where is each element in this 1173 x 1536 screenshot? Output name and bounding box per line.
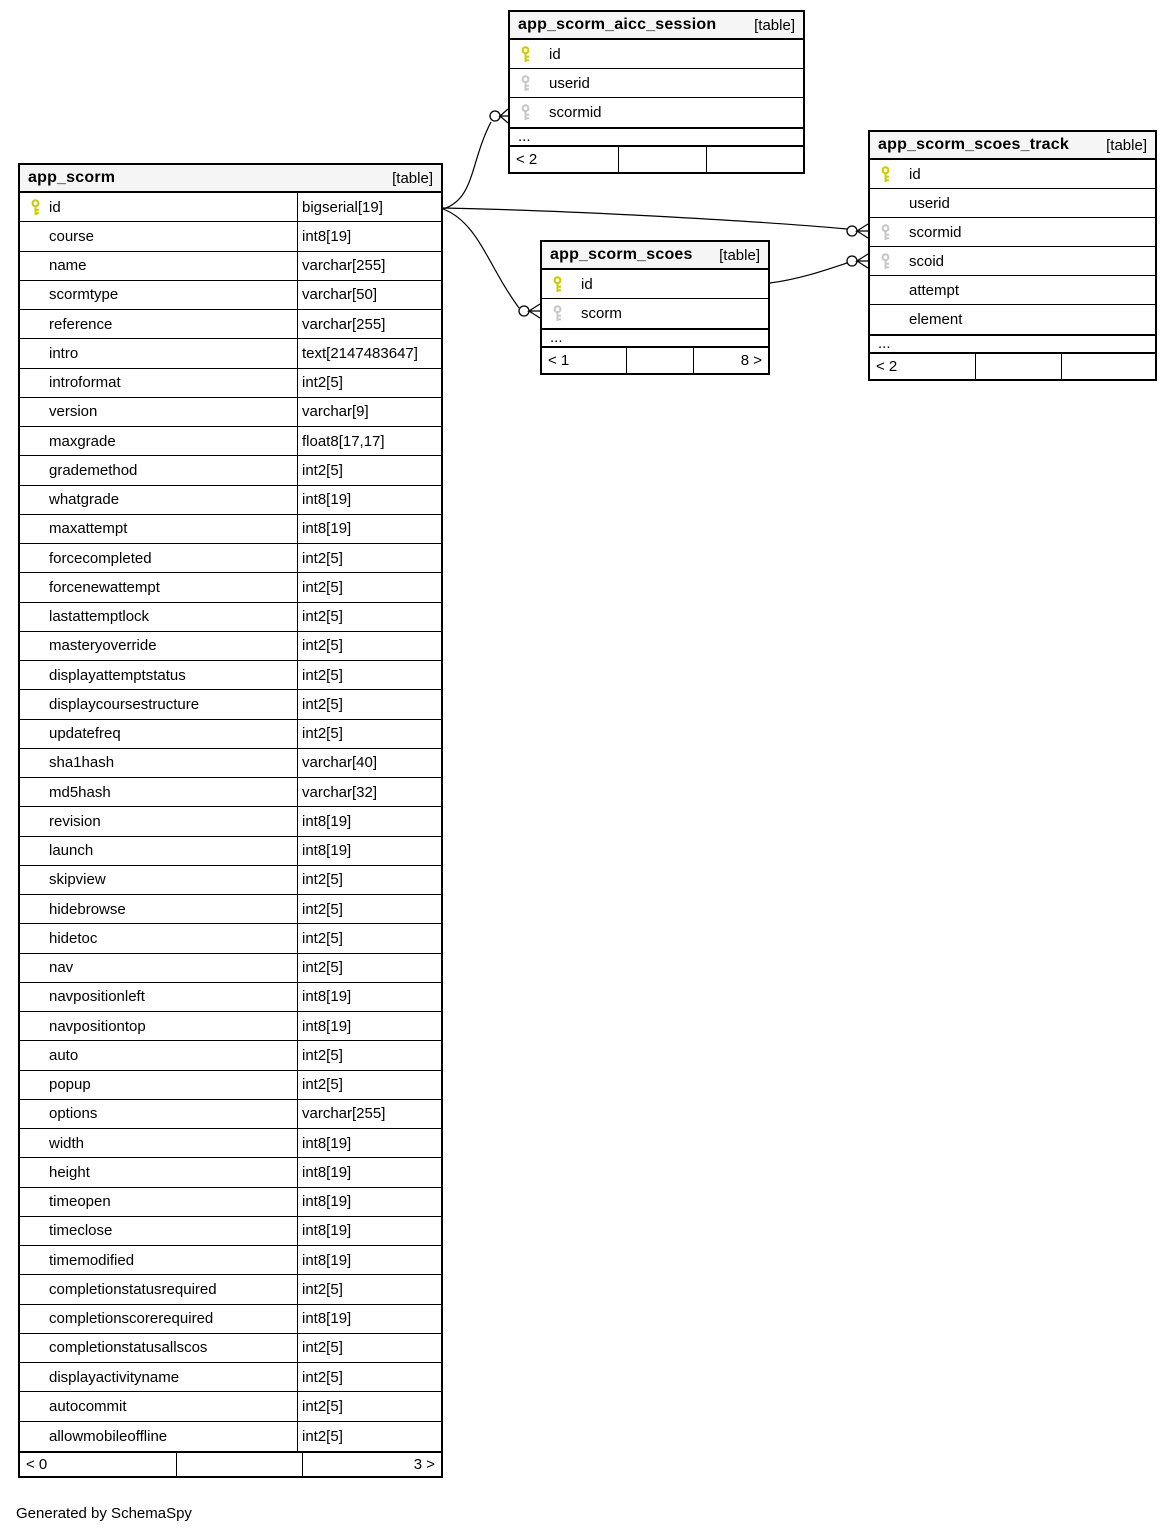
column-list bbox=[20, 193, 441, 1451]
column-type: int8[19] bbox=[297, 1012, 441, 1040]
column-name-cell bbox=[20, 837, 297, 865]
column-row bbox=[20, 1363, 441, 1392]
column-name-cell bbox=[20, 749, 297, 777]
column-row bbox=[20, 544, 441, 573]
column-list bbox=[542, 270, 768, 328]
parents-count: < 1 bbox=[548, 352, 570, 369]
column-type: varchar[9] bbox=[297, 398, 441, 426]
table-app_scorm_scoes_track bbox=[868, 130, 1157, 381]
key-icon bbox=[520, 46, 531, 63]
column-name-cell bbox=[870, 189, 1155, 217]
column-name: userid bbox=[549, 74, 590, 92]
column-name: intro bbox=[49, 344, 79, 362]
column-name: auto bbox=[49, 1046, 79, 1064]
column-row bbox=[20, 983, 441, 1012]
footer-spacer bbox=[626, 348, 694, 373]
table-footer bbox=[870, 354, 1155, 379]
column-name: element bbox=[909, 311, 963, 328]
column-name-cell bbox=[542, 299, 768, 328]
column-type: varchar[40] bbox=[297, 749, 441, 777]
column-name: navpositiontop bbox=[49, 1017, 146, 1035]
column-name-cell bbox=[20, 1217, 297, 1245]
column-name: attempt bbox=[909, 281, 960, 299]
column-row bbox=[20, 427, 441, 456]
column-name-cell bbox=[20, 456, 297, 484]
column-name-cell bbox=[20, 603, 297, 631]
column-row bbox=[20, 486, 441, 515]
relationship-line-scoes-to-scoes-track bbox=[770, 254, 868, 283]
column-type: varchar[255] bbox=[297, 252, 441, 280]
column-name-cell bbox=[20, 1246, 297, 1274]
column-type: int2[5] bbox=[297, 632, 441, 660]
column-type: int8[19] bbox=[297, 515, 441, 543]
column-type: int8[19] bbox=[297, 1305, 441, 1333]
column-name: skipview bbox=[49, 871, 106, 889]
column-row bbox=[20, 281, 441, 310]
column-name-cell bbox=[20, 1305, 297, 1333]
parents-count: < 2 bbox=[876, 358, 898, 375]
column-name: allowmobileoffline bbox=[49, 1427, 168, 1445]
column-row bbox=[20, 895, 441, 924]
column-name: id bbox=[549, 45, 561, 63]
column-name-cell bbox=[20, 807, 297, 835]
column-type: int2[5] bbox=[297, 573, 441, 601]
column-name: displaycoursestructure bbox=[49, 695, 200, 713]
column-type: int2[5] bbox=[297, 1071, 441, 1099]
column-type: varchar[255] bbox=[297, 1100, 441, 1128]
relationship-line-scorm-to-scoes bbox=[443, 209, 540, 318]
column-name-cell bbox=[20, 778, 297, 806]
column-type: int8[19] bbox=[297, 1188, 441, 1216]
column-name: introformat bbox=[49, 374, 121, 392]
column-name: maxattempt bbox=[49, 520, 128, 538]
children-count: 8 > bbox=[693, 348, 768, 373]
children-count bbox=[1061, 354, 1155, 379]
column-row bbox=[870, 276, 1155, 305]
column-row bbox=[20, 778, 441, 807]
column-name-cell bbox=[20, 544, 297, 572]
column-name: scormid bbox=[549, 104, 602, 121]
column-type: int2[5] bbox=[297, 895, 441, 923]
column-row bbox=[20, 866, 441, 895]
column-name: version bbox=[49, 403, 98, 421]
parents-count: < 2 bbox=[516, 151, 538, 168]
key-icon bbox=[880, 224, 891, 241]
column-row bbox=[542, 299, 768, 328]
relationship-line-scorm-to-scoes-track bbox=[443, 208, 868, 238]
column-name-cell bbox=[20, 339, 297, 367]
column-name-cell bbox=[510, 98, 803, 127]
table-header bbox=[870, 132, 1155, 160]
column-type: int2[5] bbox=[297, 924, 441, 952]
footer-spacer bbox=[618, 147, 706, 172]
column-row bbox=[20, 310, 441, 339]
column-type: int2[5] bbox=[297, 1334, 441, 1362]
column-row bbox=[20, 954, 441, 983]
column-name-cell bbox=[20, 222, 297, 250]
column-row bbox=[20, 632, 441, 661]
column-type: int8[19] bbox=[297, 1217, 441, 1245]
more-columns-indicator: ... bbox=[510, 127, 803, 147]
column-name-cell bbox=[20, 486, 297, 514]
column-name-cell bbox=[20, 954, 297, 982]
column-name-cell bbox=[20, 1422, 297, 1451]
column-row bbox=[20, 1012, 441, 1041]
column-name: completionscorerequired bbox=[49, 1310, 214, 1328]
children-count: 3 > bbox=[302, 1453, 441, 1476]
column-row bbox=[20, 1129, 441, 1158]
table-header bbox=[542, 242, 768, 270]
column-row bbox=[20, 573, 441, 602]
column-name: course bbox=[49, 227, 95, 245]
column-row bbox=[20, 515, 441, 544]
column-name: scormid bbox=[909, 223, 962, 241]
column-type: int2[5] bbox=[297, 369, 441, 397]
column-row bbox=[20, 1100, 441, 1129]
footer-spacer bbox=[176, 1453, 302, 1476]
column-name: launch bbox=[49, 842, 94, 860]
table-header bbox=[20, 165, 441, 193]
column-row bbox=[20, 1422, 441, 1451]
column-row bbox=[870, 160, 1155, 189]
column-name: forcenewattempt bbox=[49, 578, 160, 596]
table-name[interactable]: app_scorm_aicc_session bbox=[518, 16, 717, 33]
key-icon bbox=[552, 276, 563, 293]
column-type: int2[5] bbox=[297, 456, 441, 484]
column-name-cell bbox=[20, 924, 297, 952]
table-name[interactable]: app_scorm_scoes_track bbox=[878, 136, 1069, 153]
column-name-cell bbox=[510, 69, 803, 97]
column-name: completionstatusrequired bbox=[49, 1280, 217, 1298]
column-type: int2[5] bbox=[297, 661, 441, 689]
column-name: options bbox=[49, 1105, 98, 1123]
column-name-cell bbox=[20, 632, 297, 660]
column-row bbox=[510, 40, 803, 69]
more-columns-indicator: ... bbox=[542, 328, 768, 348]
column-type: int8[19] bbox=[297, 486, 441, 514]
column-name-cell bbox=[870, 160, 1155, 188]
column-name: height bbox=[49, 1163, 90, 1181]
column-type: int2[5] bbox=[297, 1275, 441, 1303]
column-name-cell bbox=[870, 247, 1155, 275]
column-name-cell bbox=[20, 895, 297, 923]
column-row bbox=[20, 339, 441, 368]
column-name-cell bbox=[20, 1392, 297, 1420]
column-row bbox=[542, 270, 768, 299]
column-type: bigserial[19] bbox=[297, 193, 441, 221]
column-type: int2[5] bbox=[297, 1041, 441, 1069]
table-tag: [table] bbox=[392, 169, 433, 187]
column-name-cell bbox=[870, 305, 1155, 334]
table-tag: [table] bbox=[1106, 136, 1147, 154]
column-type: int2[5] bbox=[297, 720, 441, 748]
column-row bbox=[870, 305, 1155, 334]
key-icon bbox=[30, 199, 41, 216]
column-name: maxgrade bbox=[49, 432, 116, 450]
column-name: updatefreq bbox=[49, 725, 121, 743]
column-row bbox=[20, 193, 441, 222]
column-name: displayactivityname bbox=[49, 1368, 180, 1386]
column-row bbox=[20, 837, 441, 866]
column-name-cell bbox=[510, 40, 803, 68]
column-row bbox=[20, 661, 441, 690]
table-app_scorm_aicc_session bbox=[508, 10, 805, 174]
column-row bbox=[20, 1334, 441, 1363]
column-name: displayattemptstatus bbox=[49, 666, 186, 684]
column-name: navpositionleft bbox=[49, 988, 145, 1006]
table-footer bbox=[20, 1451, 441, 1476]
parents-count: < 0 bbox=[26, 1455, 48, 1473]
column-type: int8[19] bbox=[297, 1129, 441, 1157]
column-row bbox=[20, 603, 441, 632]
column-type: int8[19] bbox=[297, 983, 441, 1011]
key-icon bbox=[552, 305, 563, 322]
generated-by-caption: Generated by SchemaSpy bbox=[16, 1505, 192, 1522]
column-name-cell bbox=[20, 661, 297, 689]
column-name-cell bbox=[20, 398, 297, 426]
more-columns-indicator: ... bbox=[870, 334, 1155, 354]
key-icon bbox=[880, 166, 891, 183]
column-name: hidebrowse bbox=[49, 900, 126, 918]
column-row bbox=[20, 1158, 441, 1187]
column-name-cell bbox=[20, 252, 297, 280]
column-name-cell bbox=[20, 1334, 297, 1362]
column-name: scoid bbox=[909, 252, 945, 270]
column-row bbox=[20, 252, 441, 281]
column-name-cell bbox=[20, 573, 297, 601]
column-name-cell bbox=[20, 1363, 297, 1391]
column-name-cell bbox=[20, 427, 297, 455]
column-name-cell bbox=[870, 276, 1155, 304]
column-name-cell bbox=[20, 690, 297, 718]
column-name: name bbox=[49, 257, 87, 275]
column-name: hidetoc bbox=[49, 929, 98, 947]
table-footer bbox=[542, 348, 768, 373]
column-name: reference bbox=[49, 315, 113, 333]
column-name: autocommit bbox=[49, 1397, 127, 1415]
column-name-cell bbox=[20, 310, 297, 338]
column-type: varchar[255] bbox=[297, 310, 441, 338]
table-name[interactable]: app_scorm_scoes bbox=[550, 246, 693, 263]
column-name: timeclose bbox=[49, 1222, 113, 1240]
column-type: text[2147483647] bbox=[297, 339, 441, 367]
column-name: scormtype bbox=[49, 286, 119, 304]
column-type: int2[5] bbox=[297, 866, 441, 894]
column-type: int8[19] bbox=[297, 1246, 441, 1274]
column-type: int8[19] bbox=[297, 837, 441, 865]
column-name: whatgrade bbox=[49, 491, 120, 509]
column-name: width bbox=[49, 1134, 85, 1152]
key-icon bbox=[520, 75, 531, 92]
column-name: id bbox=[909, 165, 921, 183]
column-name: completionstatusallscos bbox=[49, 1339, 208, 1357]
column-row bbox=[20, 1071, 441, 1100]
table-header bbox=[510, 12, 803, 40]
column-name-cell bbox=[20, 1012, 297, 1040]
column-row bbox=[20, 369, 441, 398]
column-row bbox=[870, 247, 1155, 276]
column-name-cell bbox=[20, 1041, 297, 1069]
column-row bbox=[20, 1246, 441, 1275]
column-row bbox=[870, 189, 1155, 218]
column-name: lastattemptlock bbox=[49, 608, 150, 626]
column-row bbox=[510, 69, 803, 98]
table-app_scorm bbox=[18, 163, 443, 1478]
column-name-cell bbox=[20, 1275, 297, 1303]
column-row bbox=[870, 218, 1155, 247]
column-type: int8[19] bbox=[297, 1158, 441, 1186]
column-row bbox=[20, 749, 441, 778]
column-name: timemodified bbox=[49, 1251, 135, 1269]
column-name-cell bbox=[20, 1071, 297, 1099]
column-name: id bbox=[581, 275, 593, 293]
column-row bbox=[20, 1041, 441, 1070]
column-name: nav bbox=[49, 959, 74, 977]
column-name-cell bbox=[870, 218, 1155, 246]
column-name: md5hash bbox=[49, 783, 111, 801]
column-row bbox=[20, 1392, 441, 1421]
column-name: id bbox=[49, 198, 61, 216]
column-row bbox=[20, 807, 441, 836]
column-name-cell bbox=[20, 369, 297, 397]
table-footer bbox=[510, 147, 803, 172]
column-type: int2[5] bbox=[297, 544, 441, 572]
column-name-cell bbox=[20, 1100, 297, 1128]
column-name: forcecompleted bbox=[49, 549, 152, 567]
column-type: int2[5] bbox=[297, 954, 441, 982]
column-type: int2[5] bbox=[297, 1363, 441, 1391]
column-row bbox=[20, 720, 441, 749]
column-name: masteryoverride bbox=[49, 637, 157, 655]
column-name-cell bbox=[20, 1129, 297, 1157]
column-type: int2[5] bbox=[297, 1392, 441, 1420]
column-row bbox=[20, 1188, 441, 1217]
column-row bbox=[20, 456, 441, 485]
column-name: sha1hash bbox=[49, 754, 115, 772]
column-type: float8[17,17] bbox=[297, 427, 441, 455]
column-name: userid bbox=[909, 194, 950, 212]
column-list bbox=[870, 160, 1155, 334]
column-type: int2[5] bbox=[297, 1422, 441, 1451]
column-name-cell bbox=[20, 515, 297, 543]
column-list bbox=[510, 40, 803, 127]
column-row bbox=[20, 1275, 441, 1304]
column-name-cell bbox=[20, 720, 297, 748]
column-row bbox=[20, 222, 441, 251]
column-name-cell bbox=[20, 866, 297, 894]
table-tag: [table] bbox=[754, 16, 795, 34]
column-row bbox=[510, 98, 803, 127]
column-row bbox=[20, 1217, 441, 1246]
column-type: int2[5] bbox=[297, 690, 441, 718]
table-tag: [table] bbox=[719, 246, 760, 264]
column-type: varchar[50] bbox=[297, 281, 441, 309]
column-type: int2[5] bbox=[297, 603, 441, 631]
column-name: popup bbox=[49, 1076, 91, 1094]
column-name-cell bbox=[20, 1158, 297, 1186]
column-name: revision bbox=[49, 812, 101, 830]
column-name-cell bbox=[20, 281, 297, 309]
column-type: int8[19] bbox=[297, 807, 441, 835]
table-name[interactable]: app_scorm bbox=[28, 169, 116, 186]
column-row bbox=[20, 924, 441, 953]
column-name: timeopen bbox=[49, 1193, 111, 1211]
column-row bbox=[20, 398, 441, 427]
column-row bbox=[20, 690, 441, 719]
column-name: scorm bbox=[581, 305, 622, 322]
children-count bbox=[706, 147, 803, 172]
column-type: int8[19] bbox=[297, 222, 441, 250]
column-name-cell bbox=[542, 270, 768, 298]
column-name: grademethod bbox=[49, 461, 138, 479]
table-app_scorm_scoes bbox=[540, 240, 770, 375]
column-name-cell bbox=[20, 193, 297, 221]
key-icon bbox=[880, 253, 891, 270]
relationship-line-scorm-to-aicc-session bbox=[443, 109, 508, 209]
column-name-cell bbox=[20, 983, 297, 1011]
footer-spacer bbox=[975, 354, 1061, 379]
column-type: varchar[32] bbox=[297, 778, 441, 806]
column-row bbox=[20, 1305, 441, 1334]
column-name-cell bbox=[20, 1188, 297, 1216]
key-icon bbox=[520, 104, 531, 121]
